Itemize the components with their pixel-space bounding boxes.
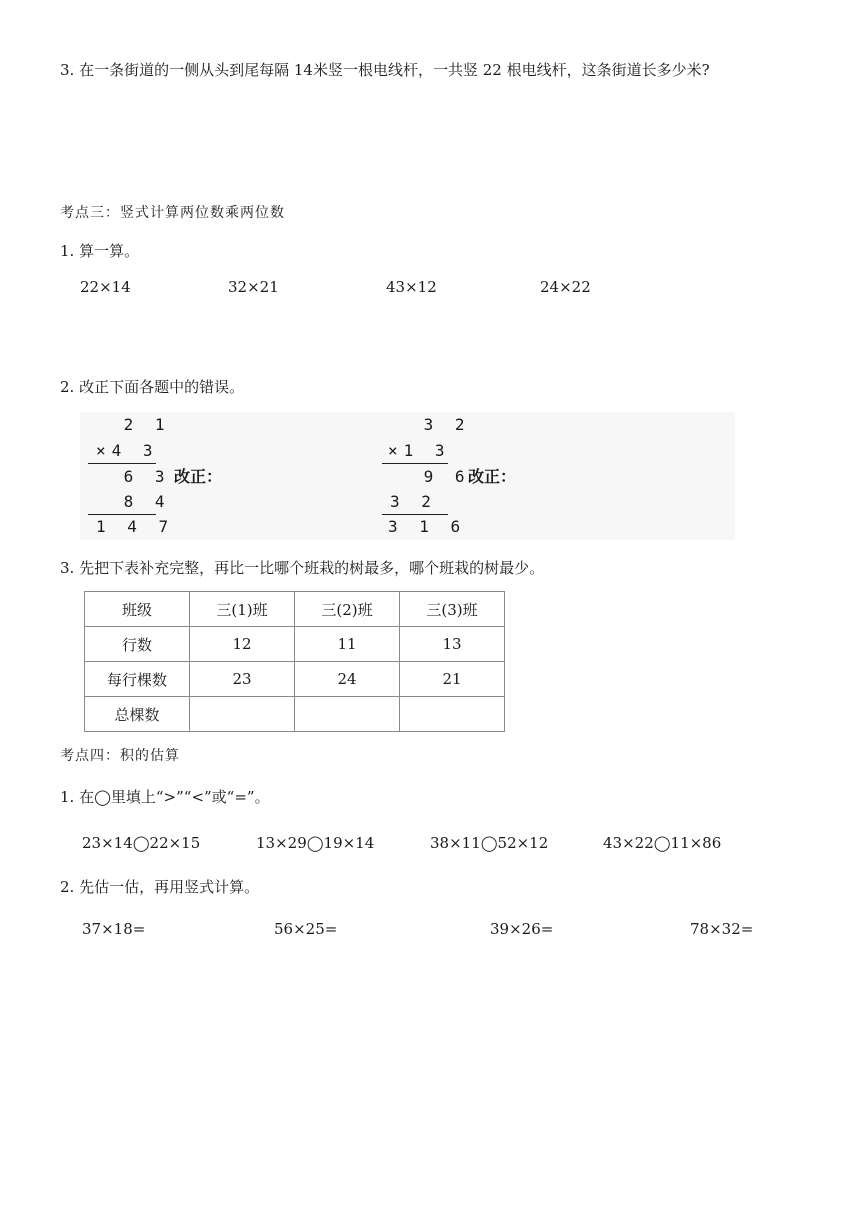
table-cell (295, 697, 400, 732)
section3-heading: 考点三：竖式计算两位数乘两位数 (60, 205, 285, 221)
question-text: 在一条街道的一侧从头到尾每隔 14米竖一根电线杆，一共竖 22 根电线杆，这条街道长多少米? (79, 61, 710, 79)
calc-divider (382, 514, 448, 515)
table-row (85, 697, 505, 732)
table-cell: 13 (400, 627, 505, 662)
table-cell: 21 (400, 662, 505, 697)
table-cell: 24 (295, 662, 400, 697)
table-cell: 11 (295, 627, 400, 662)
calc-expr: 32×21 (228, 278, 279, 296)
correction-panel (80, 412, 735, 540)
calc-expr: 43×12 (386, 278, 437, 296)
estimate-expr: 39×26= (490, 920, 554, 938)
table-cell: 行数 (85, 627, 190, 662)
estimate-expr: 37×18= (82, 920, 146, 938)
table-header-cell: 三(2)班 (295, 592, 400, 627)
calc-row: 3 2 (408, 415, 471, 434)
table-header-row (85, 592, 505, 627)
estimate-expr: 56×25= (274, 920, 338, 938)
calc-divider (88, 514, 156, 515)
table-cell: 总棵数 (85, 697, 190, 732)
calc-row: 8 4 (108, 492, 171, 511)
table-header-cell: 班级 (85, 592, 190, 627)
compare-expr: 23×14◯22×15 (82, 834, 201, 852)
section3-q3-label: 3. 先把下表补充完整，再比一比哪个班栽的树最多，哪个班栽的树最少。 (60, 559, 545, 577)
table-cell: 23 (190, 662, 295, 697)
calc-expr: 24×22 (540, 278, 591, 296)
calc-row: ×1 3 (388, 441, 451, 460)
calc-row: ×4 3 (96, 441, 159, 460)
correct-label: 改正： (468, 467, 517, 486)
calc-row: 3 1 6 (388, 517, 467, 536)
section3-q2-label: 2. 改正下面各题中的错误。 (60, 378, 245, 396)
table-header-cell: 三(3)班 (400, 592, 505, 627)
question-number: 3. (60, 61, 75, 79)
table-cell (190, 697, 295, 732)
calc-row: 9 6 (408, 467, 471, 486)
calc-row: 3 2 (390, 492, 437, 511)
table-row (85, 627, 505, 662)
table-cell (400, 697, 505, 732)
compare-expr: 13×29◯19×14 (256, 834, 375, 852)
estimate-expr: 78×32= (690, 920, 754, 938)
calc-row: 1 4 7 (96, 517, 175, 536)
table-cell: 12 (190, 627, 295, 662)
section3-q1-label: 1. 算一算。 (60, 242, 140, 260)
table-cell: 每行棵数 (85, 662, 190, 697)
compare-expr: 38×11◯52×12 (430, 834, 549, 852)
calc-divider (382, 463, 448, 464)
section4-q1-label: 1. 在◯里填上“>”“<”或“=”。 (60, 788, 270, 806)
calc-row: 6 3 (108, 467, 171, 486)
compare-expr: 43×22◯11×86 (603, 834, 722, 852)
calc-expr: 22×14 (80, 278, 131, 296)
calc-divider (88, 463, 156, 464)
table-row (85, 662, 505, 697)
calc-row: 2 1 (108, 415, 171, 434)
section4-q2-label: 2. 先估一估，再用竖式计算。 (60, 878, 260, 896)
correct-label: 改正： (174, 467, 223, 486)
section4-heading: 考点四：积的估算 (60, 748, 180, 764)
street-pole-question (60, 57, 805, 83)
table-header-cell: 三(1)班 (190, 592, 295, 627)
tree-planting-table (84, 591, 505, 732)
